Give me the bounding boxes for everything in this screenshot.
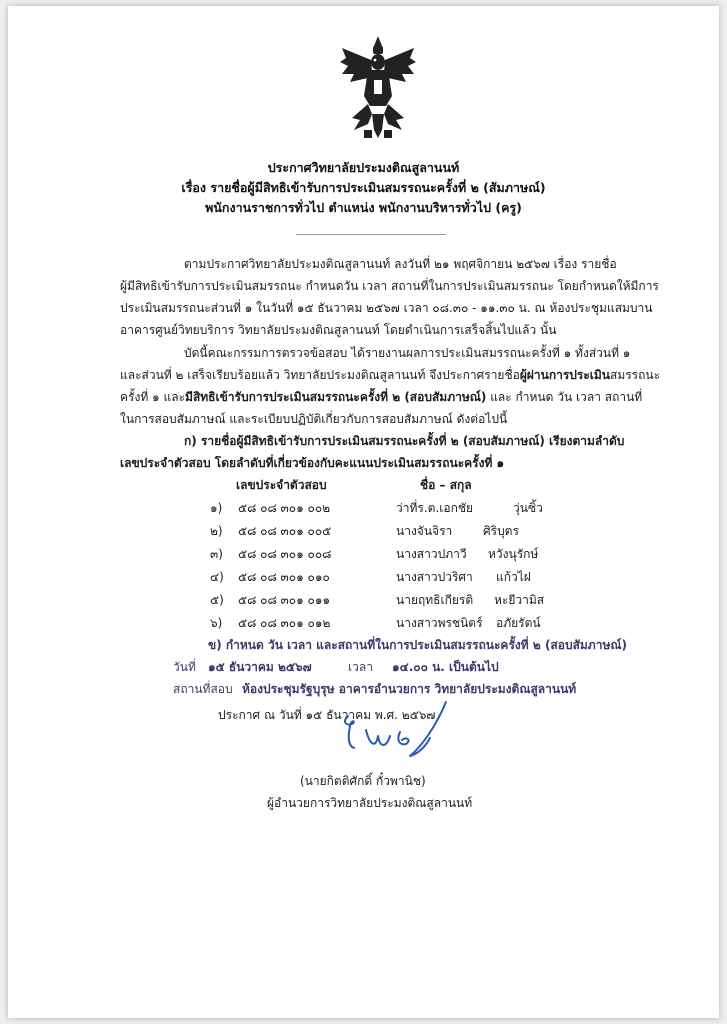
para1-line-3: ประเมินสมรรถนะส่วนที่ ๑ ในวันที่ ๑๕ ธันวาคม ๒๕๖๗ เวลา ๐๘.๓๐ - ๑๑.๓๐ น. ณ ห้องประชุมแสมบาน [120,301,653,315]
first-name: นางสาวปภาวี [396,547,467,561]
exam-id: ๕๘ ๐๘ ๓๐๑ ๐๐๕ [238,524,332,538]
first-name: นางจันจิรา [396,524,453,538]
row-number: ๒) [210,524,223,538]
row-number: ๓) [210,547,223,561]
row-number: ๑) [210,501,223,515]
para1-line-2: ผู้มีสิทธิเข้ารับการประเมินสมรรถนะ กำหนดวัน เวลา สถานที่ในการประเมินสมรรถนะ โดยกำหนดให้มีการ [120,279,659,293]
table-row [8,591,719,611]
garuda-emblem-icon [338,34,418,144]
time-label: เวลา [348,660,373,674]
exam-id: ๕๘ ๐๘ ๓๐๑ ๐๐๘ [238,547,332,561]
exam-id: ๕๘ ๐๘ ๓๐๑ ๐๑๐ [238,570,330,584]
signer-position: ผู้อำนวยการวิทยาลัยประมงติณสูลานนท์ [267,796,473,810]
row-number: ๕) [210,593,224,607]
table-header [8,476,719,496]
para1-line-4: อาคารศูนย์วิทยบริการ วิทยาลัยประมงติณสูลานนท์ โดยดำเนินการเสร็จสิ้นไปแล้ว นั้น [120,323,557,337]
last-name: ศิริบุตร [483,524,519,538]
exam-id: ๕๘ ๐๘ ๓๐๑ ๐๑๑ [238,593,331,607]
time-value: ๑๔.๐๐ น. เป็นต้นไป [392,660,499,674]
first-name: นางสาวพรชนิตร์ [396,616,483,630]
place-value: ห้องประชุมรัฐบุรุษ อาคารอำนวยการ วิทยาลัยประมงติณสูลานนท์ [242,682,577,696]
place-label: สถานที่สอบ [173,682,233,696]
table-row [8,545,719,565]
last-name: หะยีวามิส [494,593,545,607]
handwritten-signature [326,696,486,776]
doc-position-line: พนักงานราชการทั่วไป ตำแหน่ง พนักงานบริหารทั่วไป (ครู) [205,200,522,215]
table-row [8,522,719,542]
interview-datetime-row [8,658,719,678]
doc-subject-line: เรื่อง รายชื่อผู้มีสิทธิเข้ารับการประเมินสมรรถนะครั้งที่ ๒ (สัมภาษณ์) [181,180,546,195]
first-name: นางสาวปวริศา [396,570,473,584]
first-name: นายฤทธิเกียรติ [396,593,474,607]
section-b-heading: ข) กำหนด วัน เวลา และสถานที่ในการประเมินสมรรถนะครั้งที่ ๒ (สอบสัมภาษณ์) [208,638,627,652]
para1-line-1: ตามประกาศวิทยาลัยประมงติณสูลานนท์ ลงวันที่ ๒๑ พฤศจิกายน ๒๕๖๗ เรื่อง รายชื่อ [184,257,617,271]
para2-line-1: บัดนี้คณะกรรมการตรวจข้อสอบ ได้รายงานผลการประเมินสมรรถนะครั้งที่ ๑ ทั้งส่วนที่ ๑ [184,346,631,360]
section-a-subheading: เลขประจำตัวสอบ โดยลำดับที่เกี่ยวข้องกับคะแนนประเมินสมรรถนะครั้งที่ ๑ [120,456,505,470]
signer-name: (นายกิตติศักดิ์ กั๋วพานิช) [300,774,426,788]
last-name: แก้วไฝ [496,570,531,584]
first-name: ว่าที่ร.ต.เอกชัย [396,501,474,515]
column-header-name: ชื่อ – สกุล [420,478,472,492]
date-label: วันที่ [173,660,196,674]
table-row [8,499,719,519]
exam-id: ๕๘ ๐๘ ๓๐๑ ๐๑๒ [238,616,331,630]
date-value: ๑๕ ธันวาคม ๒๕๖๗ [208,660,312,674]
exam-id: ๕๘ ๐๘ ๓๐๑ ๐๐๒ [238,501,331,515]
document-page [8,6,719,1018]
announce-date: ประกาศ ณ วันที่ ๑๕ ธันวาคม พ.ศ. ๒๕๖๗ [218,708,436,722]
row-number: ๖) [210,616,223,630]
para2-line-4: ในการสอบสัมภาษณ์ และระเบียบปฏิบัติเกี่ยวกับการสอบสัมภาษณ์ ดังต่อไปนี้ [120,412,508,426]
last-name: หวังนุรักษ์ [488,547,539,561]
row-number: ๔) [210,570,224,584]
para2-line-3: ครั้งที่ ๑ และมีสิทธิเข้ารับการประเมินสมรรถนะครั้งที่ ๒ (สอบสัมภาษณ์) และ กำหนด วัน เวลา สถานที่ [120,390,643,404]
section-a-heading: ก) รายชื่อผู้มีสิทธิเข้ารับการประเมินสมรรถนะครั้งที่ ๒ (สอบสัมภาษณ์) เรียงตามลำดับ [184,434,625,448]
title-divider [296,234,446,235]
para2-line-2: และส่วนที่ ๒ เสร็จเรียบร้อยแล้ว วิทยาลัยประมงติณสูลานนท์ จึงประกาศรายชื่อผู้ผ่านการประเมินสมรรถนะ [120,368,661,382]
doc-title-line-1: ประกาศวิทยาลัยประมงติณสูลานนท์ [267,160,460,175]
last-name: อภัยรัตน์ [496,616,541,630]
table-row [8,614,719,634]
table-row [8,568,719,588]
column-header-exam-id: เลขประจำตัวสอบ [236,478,327,492]
last-name: วุ่นซิ้ว [513,501,543,515]
